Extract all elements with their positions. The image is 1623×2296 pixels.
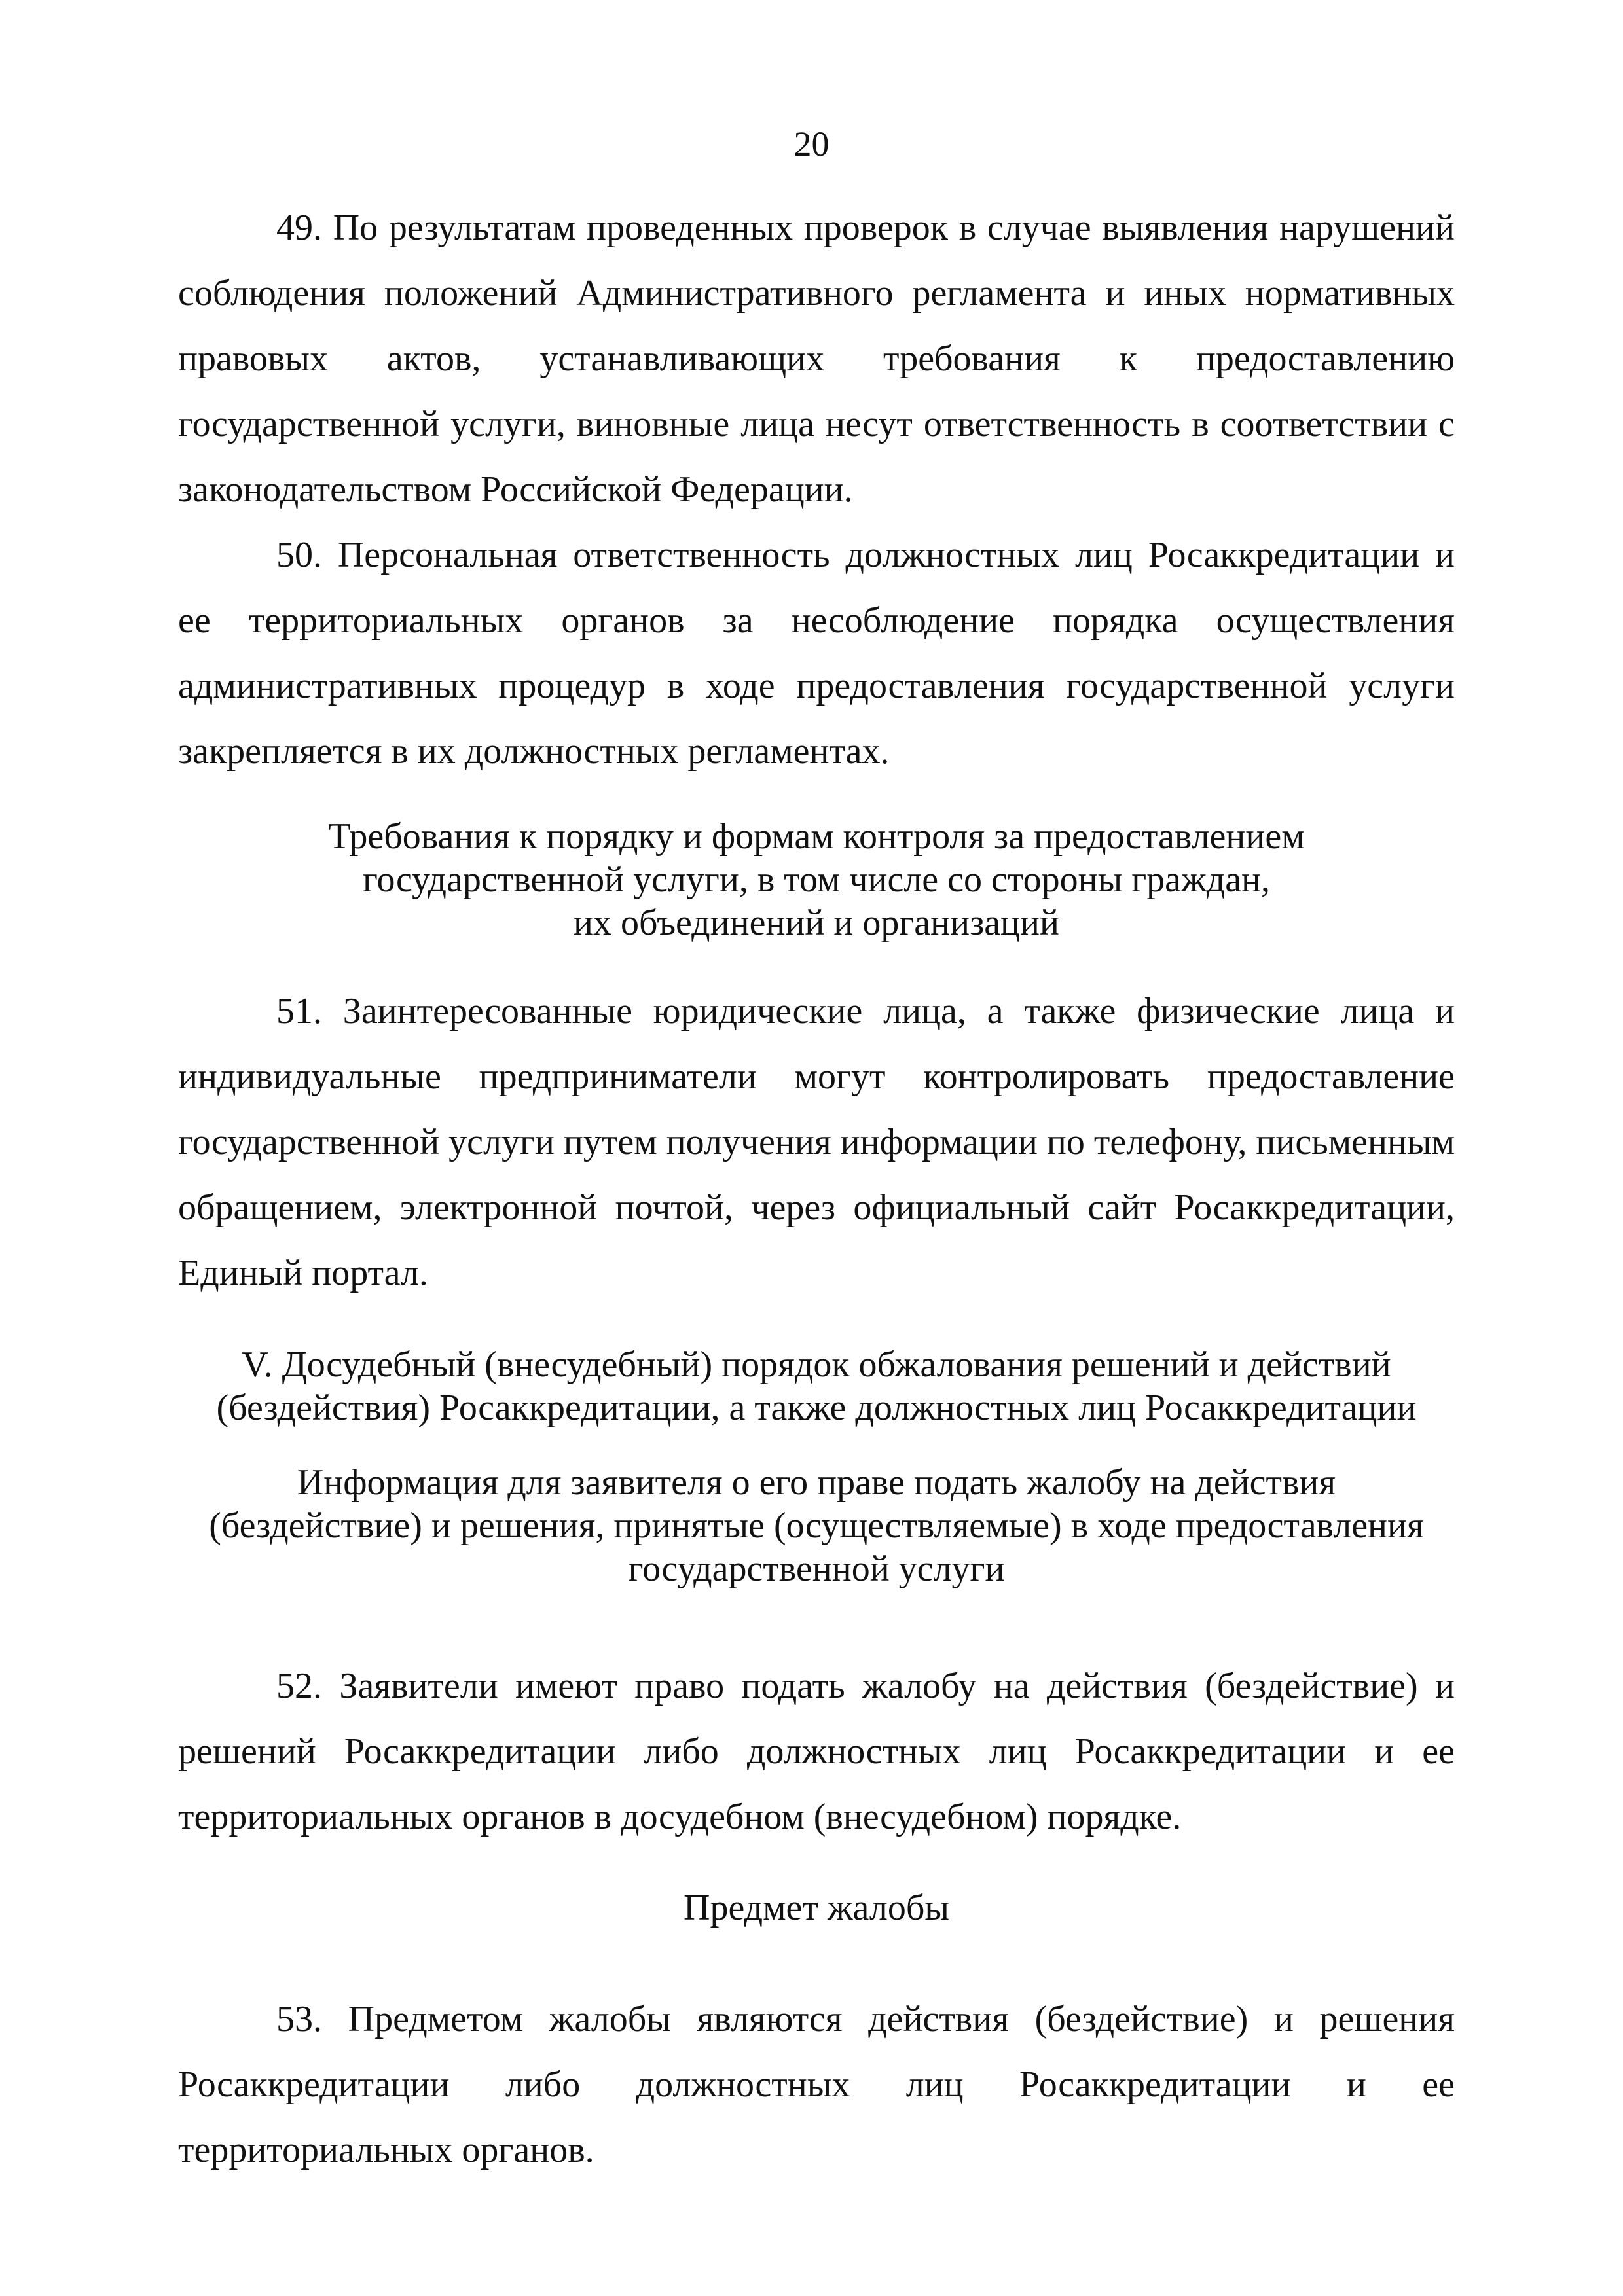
heading-line: (бездействия) Росаккредитации, а также должностных лиц Росаккредитации	[216, 1388, 1417, 1428]
heading-line: Информация для заявителя о его праве подать жалобу на действия	[297, 1462, 1336, 1503]
heading-line: Предмет жалобы	[684, 1888, 949, 1928]
heading-line: государственной услуги, в том числе со стороны граждан,	[362, 859, 1271, 900]
page-number: 20	[793, 124, 830, 164]
paragraph-51: 51. Заинтересованные юридические лица, а также физические лица и индивидуальные предприниматели могут контролировать предоставление государственной услуги путем получения информации по телефону, письменным обращением, электронной почтой, через официальный сайт Росаккредитации, Единый портал.	[178, 991, 1455, 1293]
heading-applicant-info	[178, 1461, 1455, 1590]
paragraph-53: 53. Предметом жалобы являются действия (бездействие) и решения Росаккредитации либо должностных лиц Росаккредитации и ее территориальных органов.	[178, 1999, 1455, 2170]
paragraph-50: 50. Персональная ответственность должностных лиц Росаккредитации и ее территориальных органов за несоблюдение порядка осуществления административных процедур в ходе предоставления государственной услуги закрепляется в их должностных регламентах.	[178, 535, 1455, 772]
heading-section-v	[178, 1343, 1455, 1429]
heading-control-requirements	[178, 815, 1455, 944]
heading-line: (бездействие) и решения, принятые (осуществляемые) в ходе предоставления	[209, 1505, 1424, 1546]
heading-line: их объединений и организаций	[574, 903, 1059, 943]
heading-complaint-subject	[178, 1886, 1455, 1929]
heading-line: Требования к порядку и формам контроля за предоставлением	[328, 816, 1305, 857]
heading-line: государственной услуги	[628, 1549, 1005, 1589]
heading-line: V. Досудебный (внесудебный) порядок обжалования решений и действий	[242, 1344, 1391, 1385]
paragraph-52: 52. Заявители имеют право подать жалобу на действия (бездействие) и решений Росаккредитации либо должностных лиц Росаккредитации и ее территориальных органов в досудебном (внесудебном) порядке.	[178, 1666, 1455, 1837]
paragraph-49: 49. По результатам проведенных проверок в случае выявления нарушений соблюдения положений Административного регламента и иных нормативных правовых актов, устанавливающих требования к предоставлению государственной услуги, виновные лица несут ответственность в соответствии с законодательством Российской Федерации.	[178, 207, 1455, 510]
